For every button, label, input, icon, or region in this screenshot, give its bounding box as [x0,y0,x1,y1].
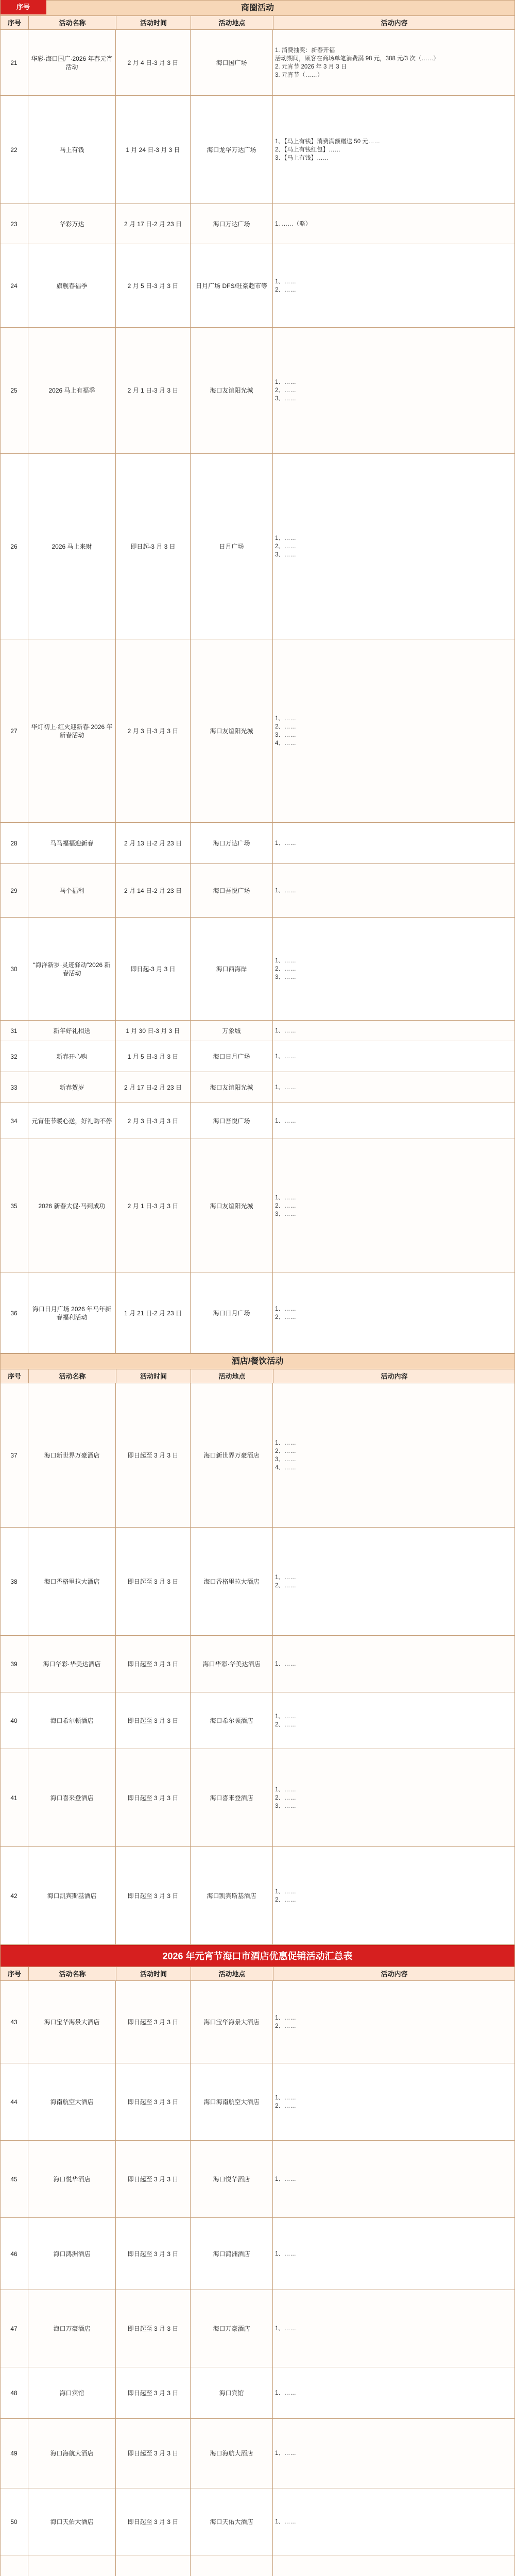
cell-content-text: 1、…… 2、…… [275,1306,296,1320]
cell-no: 49 [0,2419,28,2488]
cell-place: 海口万达广场 [191,823,273,863]
cell-no: 30 [0,918,28,1020]
cell-content-text: 1、…… 2、…… [275,1713,296,1728]
column-header-1: 序号 [1,1967,29,1981]
column-header-5: 活动内容 [273,1369,515,1384]
cell-time: 即日起至 3 月 3 日 [116,1981,191,2063]
cell-no: 27 [0,639,28,822]
cell-place: 海口友谊阳光城 [191,1072,273,1103]
cell-no: 38 [0,1528,28,1635]
cell-name: 2026 马上来财 [28,454,116,639]
cell-time: 即日起至 3 月 3 日 [116,1383,191,1527]
cell-place: 海口友谊阳光城 [191,1139,273,1273]
column-header-3: 活动时间 [116,16,191,30]
cell-place: 海口喜来登酒店 [191,1749,273,1846]
cell-no: 25 [0,328,28,453]
cell-no: 47 [0,2290,28,2367]
cell-name: 海口凯宾斯基酒店 [28,1847,116,1944]
cell-name: 海口悦华酒店 [28,2141,116,2217]
cell-time: 即日起至 3 月 3 日 [116,1528,191,1635]
cell-no: 42 [0,1847,28,1944]
cell-content-text: 1、…… [275,2325,296,2332]
cell-name: 马个福利 [28,864,116,917]
cell-time: 2 月 13 日-2 月 23 日 [116,823,191,863]
cell-name: 旗舰春福季 [28,244,116,327]
cell-no: 31 [0,1021,28,1041]
column-header-3: 活动时间 [116,1369,191,1384]
cell-time: 2 月 17 日-2 月 23 日 [116,1072,191,1103]
cell-time: 2 月 1 日-3 月 3 日 [116,328,191,453]
cell-name: 新年好礼相送 [28,1021,116,1041]
cell-name: 海口喜来登酒店 [28,1749,116,1846]
cell-time: 即日起至 3 月 3 日 [116,2063,191,2140]
cell-place: 日月广场 [191,454,273,639]
column-header-4: 活动地点 [191,1369,273,1384]
cell-name: 元宵佳节暖心送，好礼购不停 [28,1103,116,1139]
section-title: 酒店/餐饮活动 [231,1357,284,1366]
cell-place: 海口友谊阳光城 [191,639,273,822]
cell-time: 即日起至 3 月 3 日 [116,2218,191,2290]
cell-no: 36 [0,1273,28,1353]
cell-content-text: 1、…… [275,1053,296,1060]
cell-name: 海口鸿洲酒店 [28,2218,116,2290]
section-title: 商圈活动 [241,4,274,12]
cell-no: 46 [0,2218,28,2290]
corner-label: 序号 [0,0,46,14]
cell-time: 即日起至 3 月 3 日 [116,2488,191,2555]
cell-content-text: 1、…… [275,2250,296,2257]
cell-place: 海口海南航空大酒店 [191,2063,273,2140]
cell-time: 即日起至 3 月 3 日 [116,2141,191,2217]
cell-no: 29 [0,864,28,917]
cell-content-text: 1、【马上有钱】消费满额赠送 50 元…… 2、【马上有钱红包】…… 3、【马上有钱】…… [275,138,380,161]
cell-time: 2 月 1 日-3 月 3 日 [116,1139,191,1273]
column-header-1: 序号 [1,1369,29,1384]
cell-time: 即日起至 3 月 3 日 [116,1636,191,1692]
cell-time: 即日起至 3 月 3 日 [116,2419,191,2488]
cell-content-text: 1、…… [275,1027,296,1034]
cell-time: 即日起-3 月 3 日 [116,454,191,639]
column-header-4: 活动地点 [191,16,273,30]
column-header-5: 活动内容 [273,16,515,30]
cell-content-text: 1、…… 2、…… 3、…… 4、…… [275,715,296,747]
cell-content-text: 1、…… 2、…… 3、…… 4、…… [275,1439,296,1471]
cell-no: 44 [0,2063,28,2140]
cell-name: 海口天佑大酒店 [28,2488,116,2555]
cell-place: 海口吾悦广场 [191,864,273,917]
cell-place: 海口希尔顿酒店 [191,1692,273,1749]
column-header-2: 活动名称 [29,1967,116,1981]
cell-name: 马马福福迎新春 [28,823,116,863]
cell-name: 海口日月广场 2026 年马年新春福利活动 [28,1273,116,1353]
cell-name: “海洋新岁·灵迹驿动”2026 新春活动 [28,918,116,1020]
cell-content-text: 1、…… 2、…… [275,1888,296,1903]
cell-no: 34 [0,1103,28,1139]
cell-content-text: 1、…… [275,2450,296,2456]
cell-no: 45 [0,2141,28,2217]
cell-no: 39 [0,1636,28,1692]
cell-time: 即日起至 3 月 3 日 [116,2367,191,2418]
cell-place: 海口凯宾斯基酒店 [191,1847,273,1944]
cell-name: 海口宾馆 [28,2367,116,2418]
cell-no: 24 [0,244,28,327]
cell-place: 海口海航大酒店 [191,2419,273,2488]
cell-no: 50 [0,2488,28,2555]
cell-content-text: 1、…… [275,1117,296,1124]
cell-place: 海口悦华酒店 [191,2141,273,2217]
cell-content-text: 1、…… [275,1084,296,1091]
cell-content-text: 1、…… 2、…… [275,1574,296,1589]
cell-name: 海口华彩·华美达酒店 [28,1636,116,1692]
cell-no: 23 [0,204,28,244]
cell-place: 海口香格里拉大酒店 [191,1528,273,1635]
cell-place: 海口新世界万豪酒店 [191,1383,273,1527]
cell-name: 海口海航大酒店 [28,2419,116,2488]
cell-name: 海口万豪酒店 [28,2290,116,2367]
column-header-1: 序号 [1,16,29,30]
cell-content-text: 1、…… 2、…… [275,2094,296,2109]
cell-place: 海口万达广场 [191,204,273,244]
cell-place: 海口友谊阳光城 [191,328,273,453]
cell-time: 2 月 14 日-2 月 23 日 [116,864,191,917]
cell-name: 海南航空大酒店 [28,2063,116,2140]
cell-name: 2026 马上有福季 [28,328,116,453]
cell-no: 35 [0,1139,28,1273]
cell-no: 33 [0,1072,28,1103]
cell-time: 即日起至 3 月 3 日 [116,1749,191,1846]
cell-name: 华灯初上·红火迎新春·2026 年新春活动 [28,639,116,822]
cell-time: 即日起至 3 月 3 日 [116,1847,191,1944]
cell-name: 马上有钱 [28,96,116,204]
cell-time: 1 月 5 日-3 月 3 日 [116,1041,191,1072]
cell-no: 26 [0,454,28,639]
cell-content-text: 1. 消费抽奖：新春开福 活动期间，顾客在商场单笔消费满 98 元，388 元/3 次（……） 2. 元宵节 2026 年 3 月 3 日 3. 元宵节（……） [275,47,439,78]
cell-name: 海口希尔顿酒店 [28,1692,116,1749]
cell-no: 32 [0,1041,28,1072]
cell-name: 新春开心购 [28,1041,116,1072]
cell-place: 海口天佑大酒店 [191,2488,273,2555]
cell-name: 2026 新春大促·马到成功 [28,1139,116,1273]
cell-time: 2 月 3 日-3 月 3 日 [116,1103,191,1139]
cell-place: 海口万豪酒店 [191,2290,273,2367]
cell-time: 2 月 4 日-3 月 3 日 [116,30,191,95]
cell-place: 海口吾悦广场 [191,1103,273,1139]
cell-no: 40 [0,1692,28,1749]
cell-place: 海口华彩·华美达酒店 [191,1636,273,1692]
cell-time: 1 月 24 日-3 月 3 日 [116,96,191,204]
column-header-2: 活动名称 [29,16,116,30]
cell-time: 2 月 17 日-2 月 23 日 [116,204,191,244]
cell-content-text: 1、…… 2、…… 3、…… [275,1194,296,1217]
cell-content-text: 1、…… [275,887,296,894]
cell-no: 41 [0,1749,28,1846]
cell-time: 2 月 3 日-3 月 3 日 [116,639,191,822]
cell-place: 海口西海岸 [191,918,273,1020]
cell-time: 即日起至 3 月 3 日 [116,2290,191,2367]
cell-place: 海口日月广场 [191,1041,273,1072]
section-title: 2026 年元宵节海口市酒店优惠促销活动汇总表 [162,1951,353,1961]
cell-content-text: 1、…… 2、…… [275,2014,296,2029]
cell-content-text: 1、…… 2、…… 3、…… [275,1786,296,1809]
cell-content-text: 1、…… [275,840,296,846]
cell-place: 海口宝华海景大酒店 [191,1981,273,2063]
cell-place: 万象城 [191,1021,273,1041]
cell-place: 日月广场 DFS/旺豪超市等 [191,244,273,327]
cell-content-text: 1、…… [275,1660,296,1667]
cell-name: 华彩万达 [28,204,116,244]
cell-place: 海口日月广场 [191,1273,273,1353]
cell-time: 即日起至 3 月 3 日 [116,1692,191,1749]
cell-place: 海口龙华万达广场 [191,96,273,204]
column-header-3: 活动时间 [116,1967,191,1981]
cell-place: 海口国广场 [191,30,273,95]
cell-name: 海口宝华海景大酒店 [28,1981,116,2063]
cell-content-text: 1、…… 2、…… 3、…… [275,535,296,558]
cell-no: 43 [0,1981,28,2063]
cell-name: 新春贺岁 [28,1072,116,1103]
cell-place: 海口鸿洲酒店 [191,2218,273,2290]
cell-content-text: 1、…… 2、…… 3、…… [275,379,296,402]
cell-no: 37 [0,1383,28,1527]
column-header-5: 活动内容 [273,1967,515,1981]
cell-content-text: 1、…… [275,2518,296,2525]
cell-time: 2 月 5 日-3 月 3 日 [116,244,191,327]
cell-no: 21 [0,30,28,95]
cell-no: 28 [0,823,28,863]
cell-content-text: 1、…… [275,2176,296,2182]
cell-no: 22 [0,96,28,204]
cell-place: 海口宾馆 [191,2367,273,2418]
cell-no: 48 [0,2367,28,2418]
cell-name: 海口新世界万豪酒店 [28,1383,116,1527]
cell-time: 1 月 21 日-2 月 23 日 [116,1273,191,1353]
cell-name: 海口香格里拉大酒店 [28,1528,116,1635]
cell-content-text: 1、…… 2、…… [275,278,296,293]
cell-name: 华彩·海口国广·2026 年春元宵活动 [28,30,116,95]
cell-content-text: 1、…… [275,2389,296,2396]
column-header-2: 活动名称 [29,1369,116,1384]
cell-content-text: 1. ……（略） [275,221,312,227]
cell-time: 1 月 30 日-3 月 3 日 [116,1021,191,1041]
column-header-4: 活动地点 [191,1967,273,1981]
cell-content-text: 1、…… 2、…… 3、…… [275,957,296,980]
cell-time: 即日起-3 月 3 日 [116,918,191,1020]
